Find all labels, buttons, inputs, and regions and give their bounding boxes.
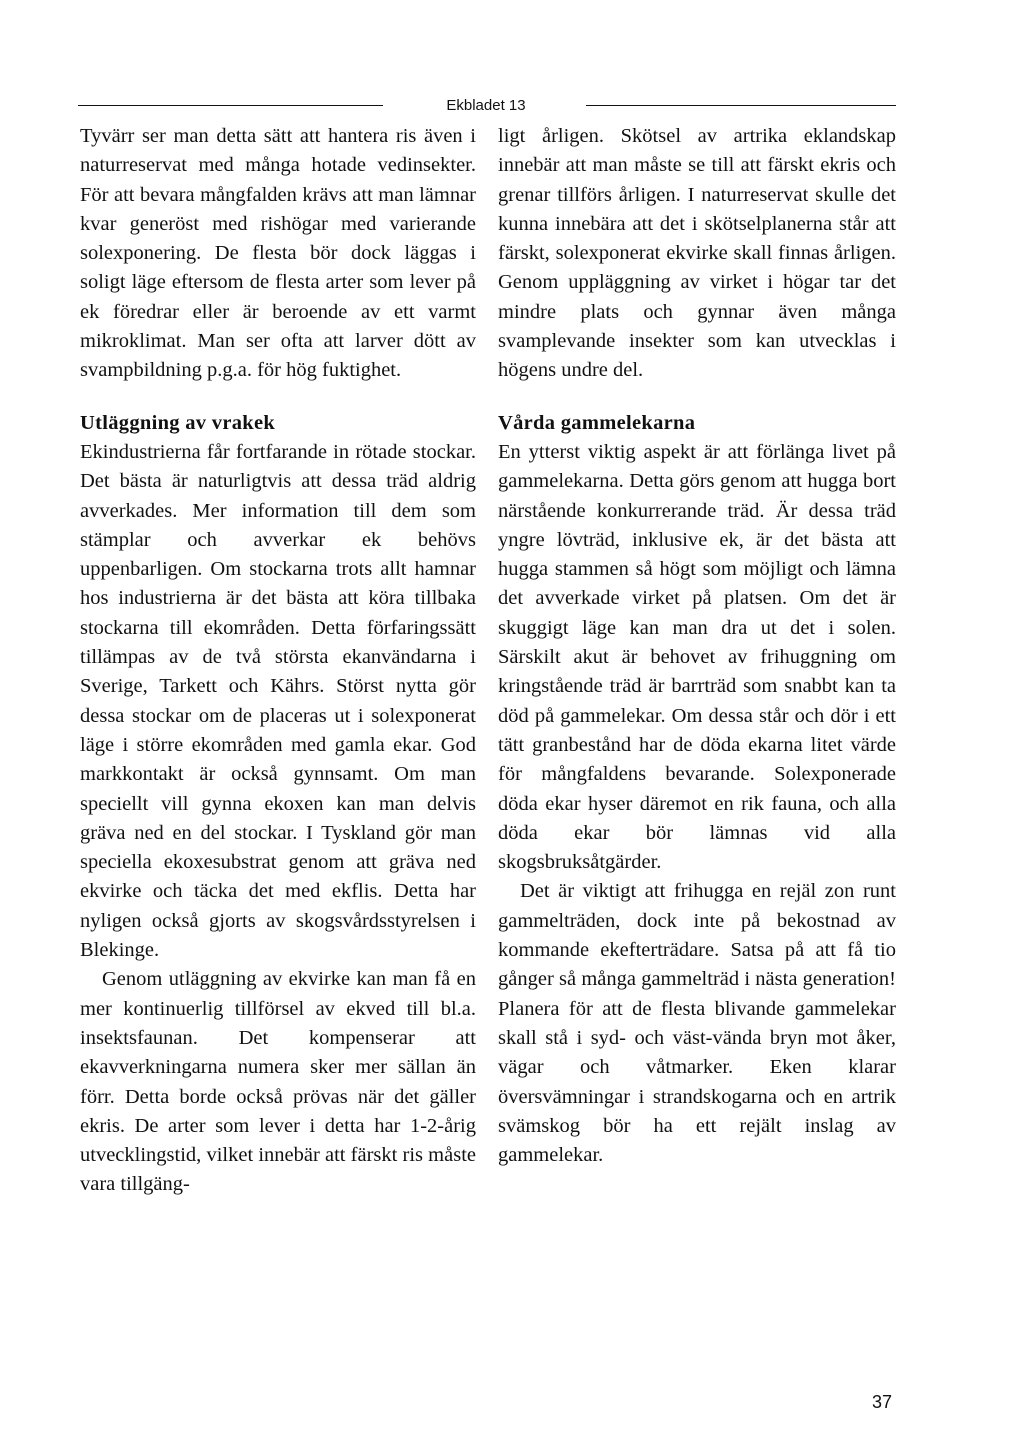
left-paragraph-3: Genom utläggning av ekvirke kan man få en mer kontinuerlig tillförsel av ekved till bl.a. insektsfaunan. Det kompenserar att ekavverkningarna numera sker mer sällan än förr. Detta borde också prövas när det gäller ekris. De arter som lever i detta har 1-2-årig utvecklingstid, vilket innebär att färskt ris måste vara tillgäng-: [80, 968, 476, 1196]
header-rule-right: [586, 105, 896, 106]
section-heading-gammelekarna: Vårda gammelekarna: [498, 411, 696, 434]
spacer: [80, 386, 476, 409]
header-rule-left: [78, 105, 383, 106]
section-heading-vrakek: Utläggning av vrakek: [80, 411, 276, 434]
header-title: Ekbladet 13: [446, 97, 526, 114]
running-header: [78, 96, 896, 116]
right-paragraph-2: En ytterst viktig aspekt är att förlänga livet på gammelekarna. Detta görs genom att hugga bort närstående konkurrerande träd. Är dessa träd yngre lövträd, inklusive ek, är det bästa att hugga stammen så högt som möjligt och lämna det avverkade virket på platsen. Om det är skuggigt läge kan man dra ut det i solen. Särskilt akut är behovet av frihuggning om kringstående träd är barrträd som snabbt kan ta död på gammelekar. Om dessa står och dör i ett tätt granbestånd har de döda ekarna litet värde för mångfaldens bevarande. Solexponerade döda ekar hyser däremot en rik fauna, och alla döda ekar bör lämnas vid alla skogsbruksåtgärder.: [498, 440, 896, 874]
left-paragraph-1: Tyvärr ser man detta sätt att hantera ris även i naturreservat med många hotade vedinsekter. För att bevara mångfalden krävs att man lämnar kvar generöst med rishögar med varierande solexponering. De flesta bör dock läggas i soligt läge eftersom de flesta arter som lever på ek föredrar eller är beroende av ett varmt mikroklimat. Man ser ofta att larver dött av svampbildning p.g.a. för hög fuktighet.: [80, 125, 476, 382]
right-column: [498, 122, 896, 1170]
page-number: 37: [871, 1392, 892, 1412]
spacer: [498, 386, 896, 409]
right-paragraph-1: ligt årligen. Skötsel av artrika eklandskap innebär att man måste se till att färskt ekris och grenar tillförs årligen. I naturreservat skulle det kunna innebära att det i skötselplanerna står att färskt, solexponerat ekvirke skall finnas årligen. Genom uppläggning av virket i högar tar det mindre plats och gynnar även många svamplevande insekter som kan utvecklas i högens undre del.: [498, 125, 896, 382]
left-column: [80, 122, 476, 1200]
right-paragraph-3: Det är viktigt att frihugga en rejäl zon runt gammelträden, dock inte på bekostnad av kommande ekefterträdare. Satsa på att få tio gånger så många gammelträd i nästa generation! Planera för att de flesta blivande gammelekar skall stå i syd- och väst-vända bryn mot åker, vägar och våtmarker. Eken klarar översvämningar i strandskogarna och en artrik svämskog bör ha ett rejält inslag av gammelekar.: [498, 880, 896, 1167]
left-paragraph-2: Ekindustrierna får fortfarande in rötade stockar. Det bästa är naturligtvis att dessa träd aldrig avverkades. Mer information till dem som stämplar och avverkar ek behövs uppenbarligen. Om stockarna trots allt hamnar hos industrierna är det bästa att köra tillbaka stockarna till ekområden. Detta förfaringssätt tillämpas av de två största ekanvändarna i Sverige, Tarkett och Kährs. Störst nytta gör dessa stockar om de placeras ut i solexponerat läge i större ekområden med gamla ekar. God markkontakt är också gynnsamt. Om man speciellt vill gynna ekoxen kan man delvis gräva ned en del stockar. I Tyskland gör man speciella ekoxesubstrat genom att gräva ned ekvirke och täcka det med ekflis. Detta har nyligen också gjorts av skogsvårdsstyrelsen i Blekinge.: [80, 440, 476, 962]
